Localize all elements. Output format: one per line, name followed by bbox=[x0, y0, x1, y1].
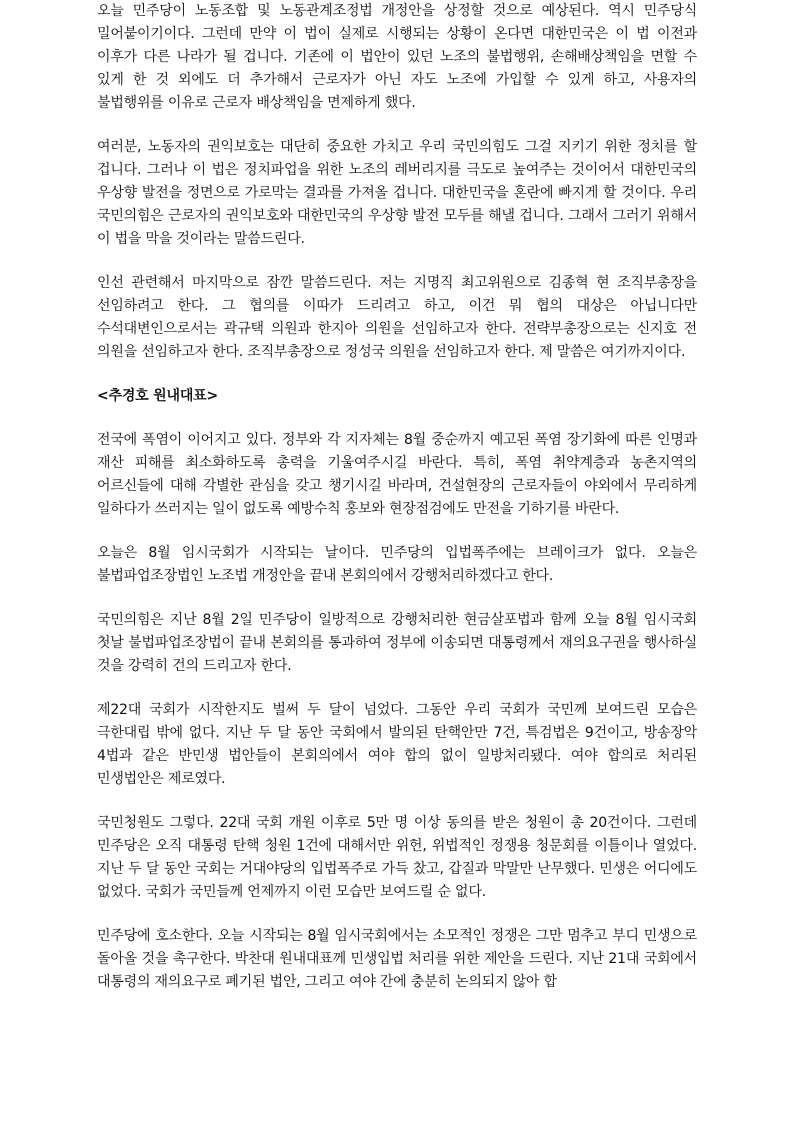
paragraph-veto-request: 국민의힘은 지난 8월 2일 민주당이 일방적으로 강행처리한 현금살포법과 함께 오늘 8월 임시국회 첫날 불법파업조장법이 끝내 본회의를 통과하여 정부에 이송되면 대통령께서 재의요구권을 행사하실 것을 강력히 건의 드리고자 한다. bbox=[97, 612, 697, 674]
paragraph-heatwave: 전국에 폭염이 이어지고 있다. 정부와 각 지자체는 8월 중순까지 예고된 폭염 장기화에 따른 인명과 재산 피해를 최소화하도록 총력을 기울여주시길 바란다. 특히, 폭염 취약계층과 농촌지역의 어르신들에 대해 각별한 관심을 갖고 챙기시길 바라며, 건설현장의 근로자들이 야외에서 무리하게 일하다가 쓰러지는 일이 없도록 예방수칙 홍보와 현장점검에도 만전을 기하기를 바란다. bbox=[97, 432, 698, 517]
paragraph-august-session: 오늘은 8월 임시국회가 시작되는 날이다. 민주당의 입법폭주에는 브레이크가 없다. 오늘은 불법파업조장법인 노조법 개정안을 끝내 본회의에서 강행처리하겠다고 한다. bbox=[97, 545, 697, 584]
paragraph-worker-rights: 여러분, 노동자의 권익보호는 대단히 중요한 가치고 우리 국민의힘도 그걸 지키기 위한 정치를 할 겁니다. 그러나 이 법은 정치파업을 위한 노조의 레버리지를 극도로 높여주는 것이어서 대한민국의 우상향 발전을 정면으로 가로막는 결과를 가져올 겁니다. 대한민국을 혼란에 빠지게 할 것이다. 우리 국민의힘은 근로자의 권익보호와 대한민국의 우상향 발전 모두를 해낼 겁니다. 그래서 그러기 위해서 이 법을 막을 것이라는 말씀드린다. bbox=[97, 139, 697, 247]
paragraph-labor-law: 오늘 민주당이 노동조합 및 노동관계조정법 개정안을 상정할 것으로 예상된다. 역시 민주당식 밀어붙이기이다. 그런데 만약 이 법이 실제로 시행되는 상황이 온다면 대한민국은 이 법 이전과 이후가 다른 나라가 될 겁니다. 기존에 이 법안이 있던 노조의 불법행위, 손해배상책임을 면할 수 있게 한 것 외에도 더 추가해서 근로자가 아닌 자도 노조에 가입할 수 있게 하고, 사용자의 불법행위를 이유로 근로자 배상책임을 면제하게 했다. bbox=[97, 3, 697, 111]
paragraph-petitions: 국민청원도 그렇다. 22대 국회 개원 이후로 5만 명 이상 동의를 받은 청원이 총 20건이다. 그런데 민주당은 오직 대통령 탄핵 청원 1건에 대해서만 위헌, 위법적인 정쟁용 청문회를 이틀이나 열었다. 지난 두 달 동안 국회는 거대야당의 입법폭주로 가득 찼고, 갑질과 막말만 난무했다. 민생은 어디에도 없었다. 국회가 국민들께 언제까지 이런 모습만 보여드릴 순 없다. bbox=[97, 815, 697, 900]
paragraph-appointments: 인선 관련해서 마지막으로 잠깐 말씀드린다. 저는 지명직 최고위원으로 김종혁 현 조직부총장을 선임하려고 한다. 그 협의를 이따가 드리려고 하고, 이건 뭐 협의 대상은 아닙니다만 수석대변인으로서는 곽규택 의원과 한지아 의원을 선임하고자 한다. 전략부총장으로는 신지호 전 의원을 선임하고자 한다. 조직부총장으로 정성국 의원을 선임하고자 한다. 제 말씀은 여기까지이다. bbox=[97, 275, 697, 360]
paragraph-22nd-assembly: 제22대 국회가 시작한지도 벌써 두 달이 넘었다. 그동안 우리 국회가 국민께 보여드린 모습은 극한대립 밖에 없다. 지난 두 달 동안 국회에서 발의된 탄핵안만 7건, 특검법은 9건이고, 방송장악 4법과 같은 반민생 법안들이 본회의에서 여야 합의 없이 일방처리됐다. 여야 합의로 처리된 민생법안은 제로였다. bbox=[97, 702, 697, 787]
paragraph-appeal: 민주당에 호소한다. 오늘 시작되는 8월 임시국회에서는 소모적인 정쟁은 그만 멈추고 부디 민생으로 돌아올 것을 촉구한다. 박찬대 원내대표께 민생입법 처리를 위한 제안을 드린다. 지난 21대 국회에서 대통령의 재의요구로 폐기된 법안, 그리고 여야 간에 충분히 논의되지 않아 합 bbox=[97, 928, 697, 990]
document-body bbox=[97, 0, 697, 1015]
speaker-heading: <추경호 원내대표> bbox=[97, 388, 219, 404]
